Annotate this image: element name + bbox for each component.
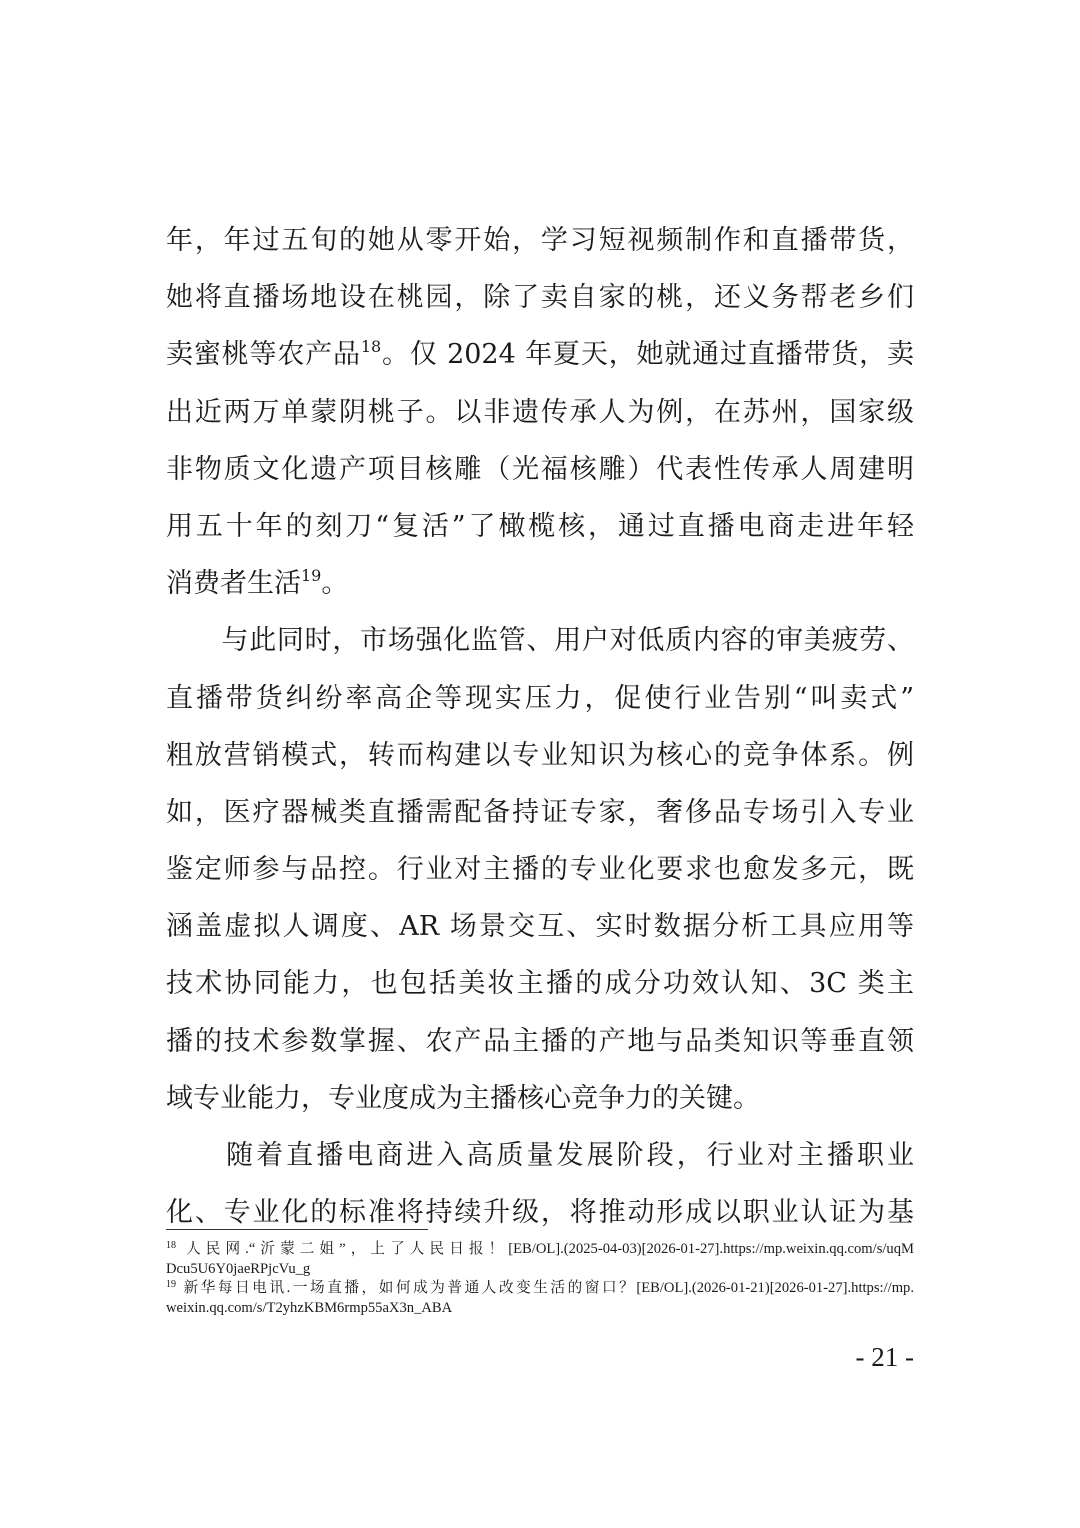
footnote-line[interactable]: Dcu5U6Y0jaeRPjcVu_g <box>166 1260 311 1277</box>
text-line: 出近两万单蒙阴桃子。以非遗传承人为例，在苏州，国家级 <box>166 396 914 428</box>
footnote-separator <box>166 1229 428 1230</box>
text-line: 粗放营销模式，转而构建以专业知识为核心的竞争体系。例 <box>166 739 914 771</box>
text-line: 直播带货纠纷率高企等现实压力，促使行业告别“叫卖式” <box>166 682 914 714</box>
footnote-ref-18[interactable]: 18 <box>360 337 382 357</box>
footnote-18 <box>166 1240 914 1279</box>
footnote-number: 19 <box>166 1279 176 1290</box>
footnote-number: 18 <box>166 1240 176 1251</box>
text-segment: 。 <box>321 568 349 600</box>
text-segment: 消费者生活 <box>166 568 301 600</box>
text-line: 鉴定师参与品控。行业对主播的专业化要求也愈发多元，既 <box>166 854 914 886</box>
footnote-line <box>166 1240 914 1260</box>
footnotes <box>166 1240 914 1318</box>
text-line: 涵盖虚拟人调度、AR 场景交互、实时数据分析工具应用等 <box>166 911 914 943</box>
text-line: 技术协同能力，也包括美妆主播的成分功效认知、3C 类主 <box>166 968 914 1000</box>
text-line: 域专业能力，专业度成为主播核心竞争力的关键。 <box>166 1082 760 1114</box>
footnote-line[interactable]: weixin.qq.com/s/T2yhzKBM6rmp55aX3n_ABA <box>166 1299 453 1316</box>
text-line: 年，年过五旬的她从零开始，学习短视频制作和直播带货， <box>166 225 914 256</box>
text-line <box>166 555 914 612</box>
footnote-19 <box>166 1279 914 1318</box>
text-line: 用五十年的刻刀“复活”了橄榄核，通过直播电商走进年轻 <box>166 510 914 542</box>
footnote-text: 新华每日电讯.一场直播，如何成为普通人改变生活的窗口？[EB/OL].(2026-01-21)[2026-01-27].https://mp. <box>181 1280 914 1296</box>
text-line: 化、专业化的标准将持续升级，将推动形成以职业认证为基 <box>166 1197 914 1229</box>
text-line: 播的技术参数掌握、农产品主播的产地与品类知识等垂直领 <box>166 1025 914 1057</box>
footnote-line <box>166 1279 914 1299</box>
text-line: 她将直播场地设在桃园，除了卖自家的桃，还义务帮老乡们 <box>166 282 914 314</box>
footnote-ref-19[interactable]: 19 <box>301 566 322 586</box>
text-segment: 。仅 2024 年夏天，她就通过直播带货，卖 <box>381 339 914 371</box>
text-segment: 卖蜜桃等农产品 <box>166 339 361 371</box>
page-number: - 21 - <box>855 1342 914 1372</box>
footnote-text: 人民网.“沂蒙二姐”，上了人民日报！[EB/OL].(2025-04-03)[2026-01-27].https://mp.weixin.qq.com/s/uqM <box>181 1241 914 1257</box>
text-line: 如，医疗器械类直播需配备持证专家，奢侈品专场引入专业 <box>166 796 914 828</box>
text-line: 非物质文化遗产项目核雕（光福核雕）代表性传承人周建明 <box>166 453 914 485</box>
text-line <box>166 326 914 383</box>
text-line: 随着直播电商进入高质量发展阶段，行业对主播职业 <box>166 1140 914 1171</box>
body-text <box>166 212 914 1241</box>
text-line: 与此同时，市场强化监管、用户对低质内容的审美疲劳、 <box>166 625 914 657</box>
